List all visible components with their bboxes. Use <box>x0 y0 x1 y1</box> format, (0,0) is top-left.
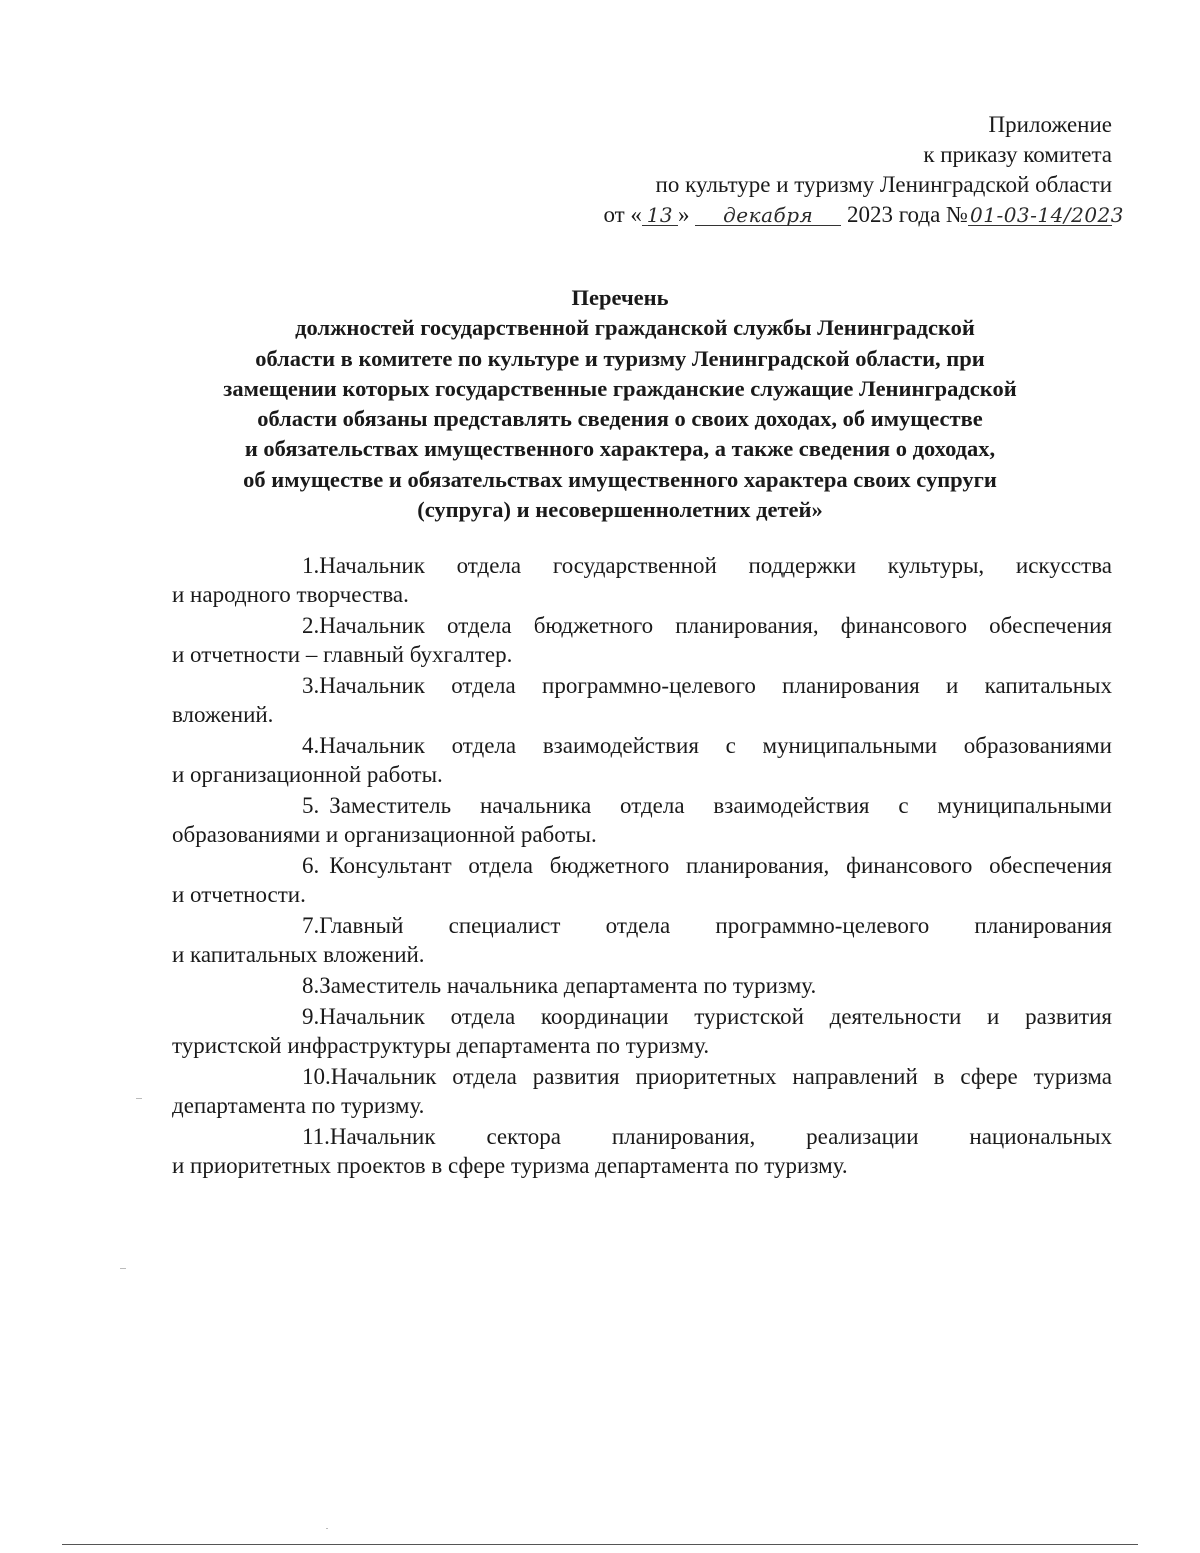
item-text-continued: вложений. <box>172 702 274 727</box>
item-text-continued: и приоритетных проектов в сфере туризма департамента по туризму. <box>172 1153 848 1178</box>
scan-speck <box>326 1528 328 1529</box>
item-text: Начальник отдела программно-целевого планирования и капитальных <box>319 673 1112 698</box>
footer-rule <box>62 1544 1138 1545</box>
item-text: Начальник отдела развития приоритетных направлений в сфере туризма <box>330 1064 1112 1089</box>
list-item <box>172 1062 1112 1120</box>
item-text-continued: туристской инфраструктуры департамента по туризму. <box>172 1033 710 1058</box>
item-text-continued: и народного творчества. <box>172 582 409 607</box>
title-line: об имуществе и обязательствах имущественного характера своих супруги <box>243 466 997 492</box>
scan-speck <box>120 1268 126 1269</box>
order-date-line <box>552 200 1124 230</box>
handwritten-month: декабря <box>695 205 841 226</box>
item-text-continued: и организационной работы. <box>172 762 443 787</box>
list-item <box>172 791 1112 849</box>
date-separator: » <box>677 202 696 227</box>
item-number: 10. <box>302 1064 331 1089</box>
item-number: 1. <box>302 553 320 578</box>
item-number: 6. <box>302 853 320 878</box>
item-text: Заместитель начальника департамента по туризму. <box>319 973 817 998</box>
appendix-title: Приложение <box>988 112 1112 137</box>
appendix-committee-line: по культуре и туризму Ленинградской области <box>655 172 1112 197</box>
title-heading: Перечень <box>571 285 669 310</box>
date-prefix: от « <box>603 202 642 227</box>
title-line: замещении которых государственные гражданские служащие Ленинградской <box>223 375 1017 401</box>
item-text: Начальник отдела координации туристской деятельности и развития <box>319 1004 1112 1029</box>
item-number: 4. <box>302 733 320 758</box>
date-year-text: 2023 года № <box>841 202 968 227</box>
item-text: Консультант отдела бюджетного планирования, финансового обеспечения <box>329 853 1112 878</box>
list-item <box>172 671 1112 729</box>
title-line: (супруга) и несовершеннолетних детей» <box>417 497 823 523</box>
item-number: 2. <box>302 613 320 638</box>
item-text-continued: и отчетности – главный бухгалтер. <box>172 642 513 667</box>
item-number: 5. <box>302 793 320 818</box>
handwritten-order-number: 01-03-14/2023 <box>970 203 1124 227</box>
positions-list <box>172 551 1112 1182</box>
item-number: 7. <box>302 913 320 938</box>
item-text: Начальник отдела взаимодействия с муниципальными образованиями <box>319 733 1112 758</box>
title-line: должностей государственной гражданской службы Ленинградской <box>295 315 975 341</box>
item-number: 8. <box>302 973 320 998</box>
item-number: 3. <box>302 673 320 698</box>
item-text: Начальник отдела бюджетного планирования, финансового обеспечения <box>319 613 1112 638</box>
document-title <box>150 283 1090 525</box>
list-item <box>172 971 1112 1000</box>
item-text: Начальник сектора планирования, реализации национальных <box>329 1124 1112 1149</box>
item-text: Начальник отдела государственной поддержки культуры, искусства <box>319 553 1112 578</box>
appendix-order-line: к приказу комитета <box>923 142 1112 167</box>
list-item <box>172 1002 1112 1060</box>
appendix-header <box>552 110 1124 230</box>
list-item <box>172 551 1112 609</box>
item-number: 9. <box>302 1004 320 1029</box>
title-line: области обязаны представлять сведения о своих доходах, об имуществе <box>257 406 983 432</box>
list-item <box>172 731 1112 789</box>
item-text-continued: и отчетности. <box>172 882 306 907</box>
list-item <box>172 1122 1112 1180</box>
item-text-continued: департамента по туризму. <box>172 1093 425 1118</box>
item-text-continued: образованиями и организационной работы. <box>172 822 597 847</box>
list-item <box>172 851 1112 909</box>
list-item <box>172 911 1112 969</box>
item-text: Главный специалист отдела программно-целевого планирования <box>319 913 1112 938</box>
title-line: и обязательствах имущественного характера, а также сведения о доходах, <box>244 436 996 462</box>
title-line: области в комитете по культуре и туризму Ленинградской области, при <box>255 345 985 371</box>
list-item <box>172 611 1112 669</box>
handwritten-day: 13 <box>642 205 678 226</box>
scan-speck <box>136 1098 142 1099</box>
item-number: 11. <box>302 1124 330 1149</box>
item-text: Заместитель начальника отдела взаимодействия с муниципальными <box>329 793 1112 818</box>
item-text-continued: и капитальных вложений. <box>172 942 425 967</box>
